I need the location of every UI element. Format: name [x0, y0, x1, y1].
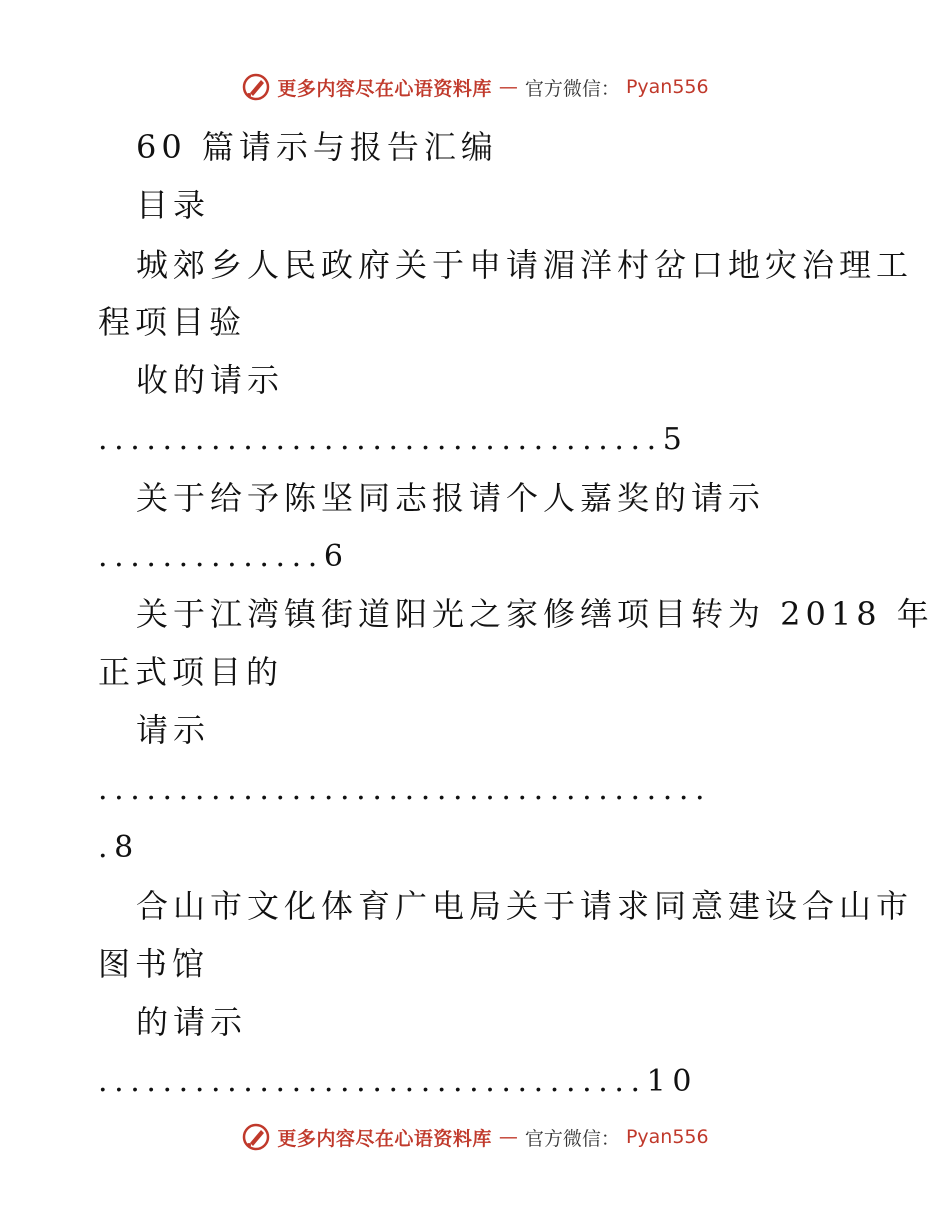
pen-logo-icon — [241, 1122, 271, 1152]
watermark-label: 官方微信： — [524, 77, 620, 100]
toc-entry-3-line-2: 正式项目的 — [98, 653, 284, 691]
toc-entry-1-line-2: 程项目验 — [98, 303, 247, 341]
toc-entry-4-line-1: 合山市文化体育广电局关于请求同意建设合山市 — [136, 887, 914, 925]
pen-logo-icon — [241, 72, 271, 102]
watermark-handle: Pyan556 — [625, 76, 709, 98]
toc-entry-1-line-3: 收的请示 — [136, 361, 285, 399]
footer-watermark — [0, 1122, 950, 1152]
watermark-main-text: 更多内容尽在心语资料库 — [277, 77, 492, 100]
toc-entry-1-leader: ...................................5 — [98, 422, 689, 457]
toc-entry-1-line-1: 城郊乡人民政府关于申请湄洋村岔口地灾治理工 — [136, 246, 914, 284]
toc-entry-4-line-2: 图书馆 — [98, 945, 210, 983]
toc-entry-3-line-3: 请示 — [136, 711, 211, 749]
document-title: 60 篇请示与报告汇编 — [136, 128, 498, 166]
toc-entry-2-leader: ..............6 — [98, 539, 350, 574]
toc-entry-4-leader: ..................................10 — [98, 1064, 699, 1099]
watermark-dash: — — [498, 76, 518, 98]
watermark-handle: Pyan556 — [625, 1126, 709, 1148]
toc-entry-2-line-1: 关于给予陈坚同志报请个人嘉奖的请示 — [136, 479, 766, 517]
toc-entry-3-leader-tail: .8 — [98, 830, 140, 865]
watermark-dash: — — [498, 1126, 518, 1148]
toc-entry-4-line-3: 的请示 — [136, 1003, 248, 1041]
toc-heading: 目录 — [136, 186, 211, 224]
header-watermark — [0, 72, 950, 102]
watermark-label: 官方微信： — [524, 1127, 620, 1150]
watermark-main-text: 更多内容尽在心语资料库 — [277, 1127, 492, 1150]
toc-entry-3-line-1: 关于江湾镇街道阳光之家修缮项目转为 2018 年 — [136, 595, 934, 633]
toc-entry-3-leader: ...................................... — [98, 772, 712, 807]
